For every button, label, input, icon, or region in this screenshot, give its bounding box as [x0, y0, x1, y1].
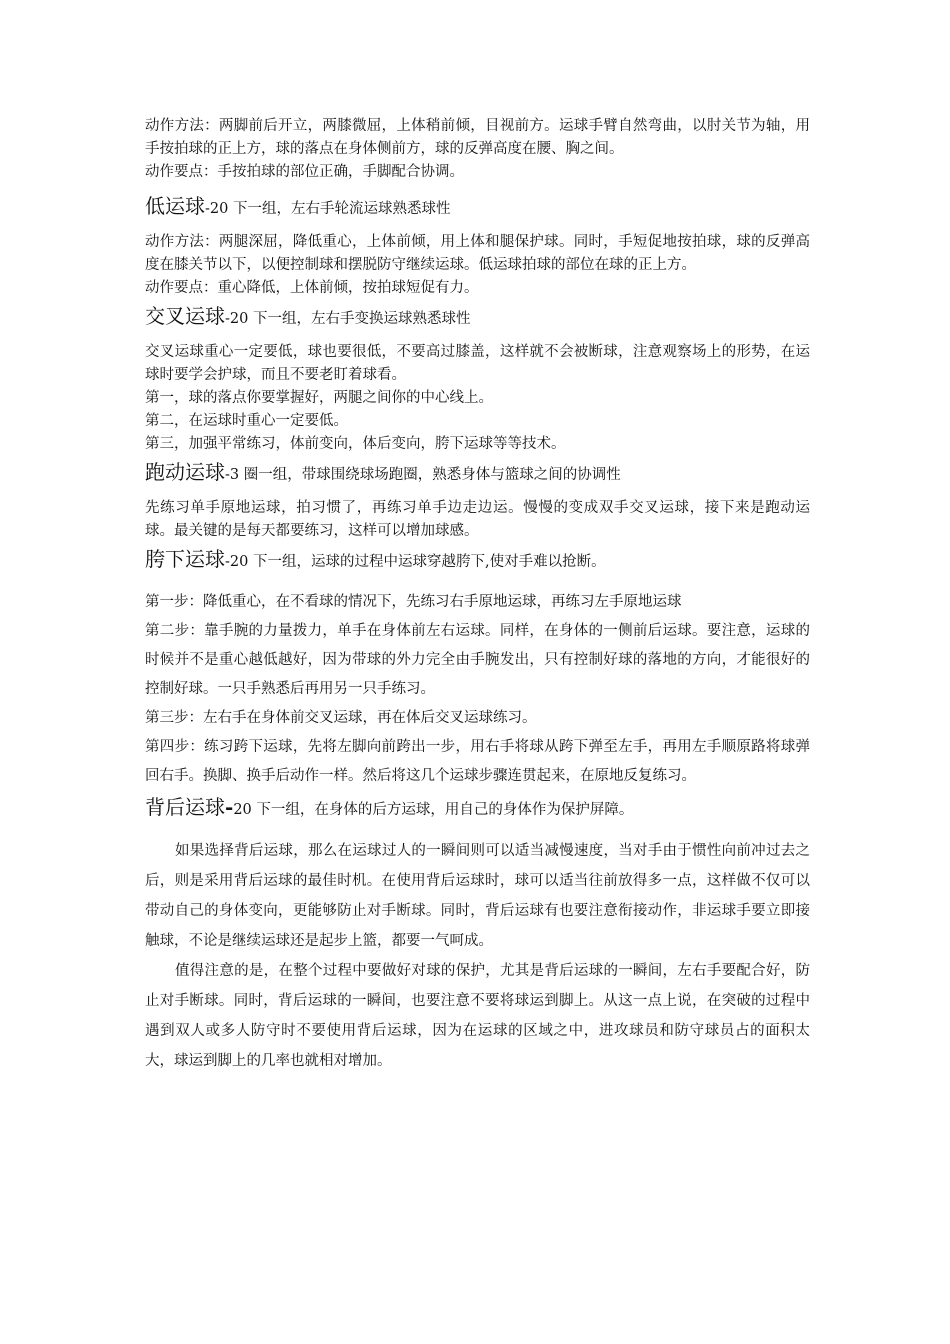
heading-low-title: 低运球	[145, 194, 205, 218]
cross-p4: 第三，加强平常练习，体前变向，体后变向，胯下运球等等技术。	[145, 436, 566, 452]
heading-back-title: 背后运球	[145, 795, 225, 819]
intro-points: 动作要点：手按拍球的部位正确，手脚配合协调。	[145, 164, 464, 180]
heading-crotch-dribble	[145, 543, 810, 578]
heading-cross-subtitle: -20 下一组，左右手变换运球熟悉球性	[225, 311, 471, 327]
low-points: 动作要点：重心降低，上体前倾，按拍球短促有力。	[145, 280, 479, 296]
cross-p3: 第二，在运球时重心一定要低。	[145, 413, 348, 429]
crotch-step4: 第四步：练习跨下运球，先将左脚向前跨出一步，用右手将球从跨下弹至左手，再用左手顺原路将球弹回右手。换脚、换手后动作一样。然后将这几个运球步骤连贯起来，在原地反复练习。	[145, 739, 810, 784]
heading-crotch-title: 胯下运球	[145, 547, 225, 571]
section-cross	[145, 341, 810, 456]
heading-running-dribble	[145, 456, 810, 491]
heading-back-subtitle: 20 下一组，在身体的后方运球，用自己的身体作为保护屏障。	[233, 802, 634, 818]
heading-low-subtitle: -20 下一组，左右手轮流运球熟悉球性	[205, 201, 451, 217]
heading-run-subtitle: -3 圈一组，带球围绕球场跑圈，熟悉身体与篮球之间的协调性	[225, 467, 621, 483]
intro-method: 动作方法：两脚前后开立，两膝微屈，上体稍前倾，目视前方。运球手臂自然弯曲，以肘关节为轴，用手按拍球的正上方，球的落点在身体侧前方，球的反弹高度在腰、胸之间。	[145, 118, 810, 157]
heading-cross-title: 交叉运球	[145, 304, 225, 328]
back-p2: 值得注意的是，在整个过程中要做好对球的保护，尤其是背后运球的一瞬间，左右手要配合好，防止对手断球。同时，背后运球的一瞬间，也要注意不要将球运到脚上。从这一点上说，在突破的过程中遇到双人或多人防守时不要使用背后运球，因为在运球的区域之中，进攻球员和防守球员占的面积太大，球运到脚上的几率也就相对增加。	[145, 963, 810, 1069]
run-p1: 先练习单手原地运球，拍习惯了，再练习单手边走边运。慢慢的变成双手交叉运球，接下来是跑动运球。最关键的是每天都要练习，这样可以增加球感。	[145, 500, 810, 539]
heading-back-dash: -	[225, 795, 234, 819]
cross-p1: 交叉运球重心一定要低，球也要很低，不要高过膝盖，这样就不会被断球，注意观察场上的形势，在运球时要学会护球，而且不要老盯着球看。	[145, 344, 810, 383]
heading-low-dribble	[145, 190, 810, 225]
back-p1: 如果选择背后运球，那么在运球过人的一瞬间则可以适当减慢速度，当对手由于惯性向前冲过去之后，则是采用背后运球的最佳时机。在使用背后运球时，球可以适当往前放得多一点，这样做不仅可以带动自己的身体变向，更能够防止对手断球。同时，背后运球有也要注意衔接动作，非运球手要立即接触球，不论是继续运球还是起步上篮，都要一气呵成。	[145, 843, 810, 949]
heading-crotch-subtitle: -20 下一组，运球的过程中运球穿越胯下,使对手难以抢断。	[225, 554, 606, 570]
section-low	[145, 231, 810, 300]
crotch-step3: 第三步：左右手在身体前交叉运球，再在体后交叉运球练习。	[145, 710, 537, 726]
low-method: 动作方法：两腿深屈，降低重心，上体前倾，用上体和腿保护球。同时，手短促地按拍球，球的反弹高度在膝关节以下，以便控制球和摆脱防守继续运球。低运球拍球的部位在球的正上方。	[145, 234, 810, 273]
crotch-step2: 第二步：靠手腕的力量拨力，单手在身体前左右运球。同样，在身体的一侧前后运球。要注意，运球的时候并不是重心越低越好，因为带球的外力完全由手腕发出，只有控制好球的落地的方向，才能很好的控制好球。一只手熟悉后再用另一只手练习。	[145, 623, 810, 697]
cross-p2: 第一，球的落点你要掌握好，两腿之间你的中心线上。	[145, 390, 493, 406]
crotch-step1: 第一步：降低重心，在不看球的情况下，先练习右手原地运球，再练习左手原地运球	[145, 594, 682, 610]
section-back	[145, 836, 810, 1076]
section-intro	[145, 115, 810, 184]
heading-behind-back-dribble	[145, 791, 810, 826]
heading-run-title: 跑动运球	[145, 460, 225, 484]
section-run	[145, 497, 810, 543]
section-crotch	[145, 588, 810, 791]
heading-cross-dribble	[145, 300, 810, 335]
document-page	[145, 115, 810, 1076]
